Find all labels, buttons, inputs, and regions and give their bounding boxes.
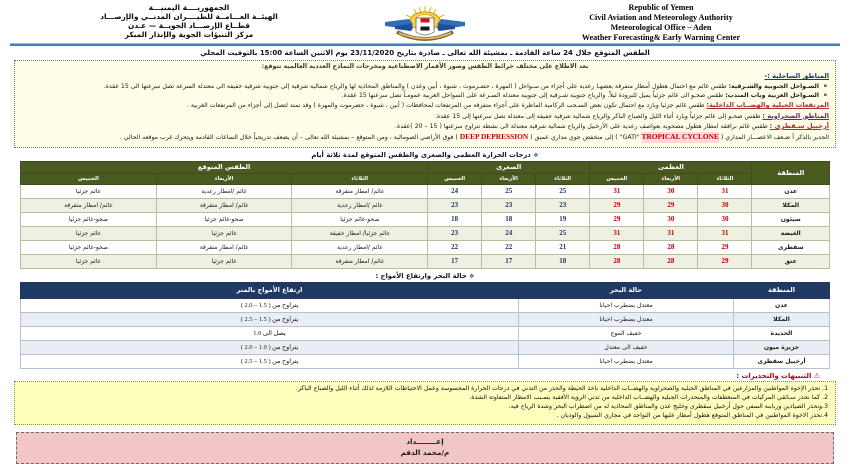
section-desert [21, 112, 829, 122]
warnings-box [14, 381, 836, 425]
cell-fc-1: صحو-غائم جزئيا [156, 212, 292, 226]
cell-fc-2: غائم/ امطار متفرقة [21, 198, 157, 212]
logo-container [382, 3, 468, 44]
table-row [21, 312, 830, 326]
table-row [21, 184, 830, 198]
section-mountains-title: المرتفعات الجبلية والهضــاب الداخلية: [706, 101, 829, 110]
cell-max-2: 28 [590, 240, 644, 254]
th-fc-day-1: الأربعاء [156, 173, 292, 184]
cell-max-1: 31 [644, 226, 698, 240]
cell-fc-2: غائم جزئيا [21, 254, 157, 268]
cell-min-2: 23 [428, 198, 482, 212]
table-row [21, 298, 830, 312]
header-arabic-line-3: قطــاع الإرصـــاد الجويــة — عـدن [128, 21, 250, 31]
cell-max-0: 29 [698, 240, 752, 254]
cell-min-2: 17 [428, 254, 482, 268]
cell-min-1: 18 [482, 212, 536, 226]
header-arabic-block [24, 3, 354, 39]
warnings-heading-text: التنبيهات والتحذيرات : [736, 371, 812, 380]
bullet-west-coast-lead: السـواحل الغربية وباب المندب: [725, 92, 819, 100]
header-english-line-4: Weather Forecasting& Early Warning Center [581, 33, 741, 43]
diamond-bullet-icon: ❖ [533, 151, 539, 159]
cell-fc-0: غائم/ امطار متفرقة [292, 184, 428, 198]
cell-max-2: 31 [590, 226, 644, 240]
th-fc-day-2: الخميس [21, 173, 157, 184]
cell-max-1: 29 [644, 198, 698, 212]
cell-fc-1: غائم /امطار رعدية [156, 184, 292, 198]
warning-item-1: 1. تحذر الإخوة المواطنين والمزارعين في المناطق الجبلية والصحراوية والهضــاب الداخلية باخذ الحيطة والحذر من التدني في درجات الحرارة المحسوسة وعمل الاحتياطات اللازمة لذلك أثناء الليل والصباح الباكر. [295, 384, 828, 392]
cell-max-0: 31 [698, 226, 752, 240]
cell-fc-1: غائم جزئيا [156, 254, 292, 268]
cell-region: الغيضة [752, 226, 830, 240]
cell-fc-2: صحو-غائم جزئيا [21, 212, 157, 226]
cell-fc-1: غائم/ امطار متفرقة [156, 240, 292, 254]
th-sea-region: المنطقة [734, 282, 830, 298]
cell-min-0: 18 [536, 254, 590, 268]
cell-max-2: 28 [590, 254, 644, 268]
section-coastal-title: المناطق الساحلية :- [764, 72, 829, 81]
cell-min-1: 17 [482, 254, 536, 268]
cell-sea-wave: يتراوح من ( 1.5 – 2.5 ) [21, 354, 519, 368]
cell-max-0: 31 [698, 184, 752, 198]
cell-max-0: 30 [698, 198, 752, 212]
sea-section-caption [0, 269, 850, 282]
cell-sea-wave: يتراوح من ( 1.5 – 2.5 ) [21, 312, 519, 326]
bullet-west-coast-text: طقس صحـو الى غائم جزئياً يميل للبرودة ليلاً. والرياح جنوبية شـرقية إلى جنوبية معتدلة السـرعة على السواحل الغربية عمومـاً تصل سرعتها 15 عقدة. [341, 92, 724, 100]
table-row [21, 198, 830, 212]
cell-max-0: 29 [698, 254, 752, 268]
cell-sea-region: جزيرة ميون [734, 340, 830, 354]
cell-region: عدن [752, 184, 830, 198]
cell-sea-region: المكلا [734, 312, 830, 326]
footer-name: م/محمد الدقم [400, 447, 450, 457]
header-english-line-1: Republic of Yemen [628, 3, 694, 12]
cell-min-1: 25 [482, 184, 536, 198]
th-fc-day-0: الثلاثاء [292, 173, 428, 184]
section-desert-text: طقس صحـو إلى غائم جزئياً وبارد أثناء الليل والصباح الباكر والرياح شمالية شرقية خفيفة إلى معتدلة تصل سرعتها إلى 15 عقدة. [435, 112, 761, 120]
sea-state-table [20, 282, 830, 369]
cama-yemen-logo-icon [383, 4, 467, 44]
section-socotra-title: أرخبيل سـقطرى : [769, 121, 829, 130]
cell-max-2: 29 [590, 198, 644, 212]
cell-min-0: 23 [536, 198, 590, 212]
sea-caption-text: حالة البحر وارتفاع الأمواج : [375, 271, 467, 280]
temperature-table-body [21, 184, 830, 268]
table-row [21, 226, 830, 240]
issue-datetime-line: الطقس المتوقع خلال 24 ساعة القادمة ـ بمشيئة الله تعالى ـ صادرة بتاريخ 23/11/2020 يوم الاثنين الساعة 15:00 بالتوقيت المحلي [200, 49, 650, 57]
cyclone-term-tropical-cyclone: TROPICAL CYCLONE [641, 132, 719, 142]
header-arabic-line-4: مركز التنبؤات الجوية والإنذار المبكر [124, 30, 254, 40]
cell-sea-wave: يتراوح من ( 1.5 – 2.0 ) [21, 298, 519, 312]
cell-fc-2: غائم جزئيا [21, 184, 157, 198]
bullet-south-east-coast-lead: السـواحل الجنوبية والشـرقية: [728, 82, 819, 90]
cell-min-1: 24 [482, 226, 536, 240]
cell-fc-0: غائم /امطار رعدية [292, 198, 428, 212]
cell-fc-2: صحو-غائم جزئيا [21, 240, 157, 254]
cell-sea-wave: يتراوح من ( 1.0 – 2.0 ) [21, 340, 519, 354]
th-max-day-0: الثلاثاء [698, 173, 752, 184]
th-group-max: العظمى [590, 161, 752, 173]
forecast-intro: بعد الاطلاع على مختلف خرائط الطقس وصور الأقمار الاصطناعية ومخرجات النماذج العددية العالمية نتوقع: [261, 63, 589, 70]
header-arabic-line-1: الجمهوريــــة اليمنيـــة [148, 3, 230, 12]
section-coastal [21, 72, 829, 82]
cell-min-1: 23 [482, 198, 536, 212]
cyclone-pre-text: الجدير بالذكر أ ضـعف الاعصـــار المداري ( [720, 134, 829, 142]
th-region: المنطقة [752, 161, 830, 184]
table-row [21, 326, 830, 340]
cell-min-2: 22 [428, 240, 482, 254]
section-desert-title: المناطق الصحراوية : [762, 111, 829, 120]
cell-max-2: 31 [590, 184, 644, 198]
cell-sea-state: معتدل يضطرب احيانا [519, 298, 734, 312]
cell-max-1: 28 [644, 254, 698, 268]
cell-fc-1: غائم جزئيا [156, 226, 292, 240]
header-english-line-2: Civil Aviation and Meteorology Authority [589, 13, 733, 23]
cell-sea-wave: يصل الى 1.0 [21, 326, 519, 340]
cell-max-1: 30 [644, 212, 698, 226]
cell-region: سقطرى [752, 240, 830, 254]
sea-table-body [21, 298, 830, 368]
th-min-day-1: الأربعاء [482, 173, 536, 184]
bullet-south-east-coast [21, 83, 829, 92]
section-mountains-text: طقس غائم جزئيا وبارد مع احتمال تكون بعض السـحب الركامية الماطرة على أجزاء متفرقة من المرتفعات لمحافظات ( أبين ، شبوة ، حضرموت والمهرة ) وقد تمتد لتصل إلى أجزاء من المرتفعات الغربية . [186, 102, 705, 110]
document-header [0, 0, 850, 42]
cell-sea-state: معتدل يضطرب احيانا [519, 312, 734, 326]
bullet-west-coast [21, 92, 829, 101]
warnings-heading [0, 369, 850, 381]
footer-label: إعــــــــداد [406, 436, 444, 446]
cyclone-post-text: ) فوق الأراضي الصومالية ، ومن المتوقع – بمشيئة الله تعالى – أن يضعف تدريجياً خلال الساعات القادمة ويتحرك غرب موقعه الحالي . [119, 134, 458, 142]
header-english-line-3: Meteorological Office – Aden [610, 23, 712, 33]
cell-max-1: 28 [644, 240, 698, 254]
th-group-forecast: الطقس المتوقع [21, 161, 428, 173]
cell-min-0: 25 [536, 226, 590, 240]
temperature-forecast-table [20, 161, 830, 269]
temperature-section-caption [0, 148, 850, 161]
cell-fc-0: غائم /امطار رعدية [292, 240, 428, 254]
cell-max-2: 29 [590, 212, 644, 226]
cyclone-term-deep-depression: DEEP DEPRESSION [459, 132, 529, 142]
table-row [21, 254, 830, 268]
cell-region: المكلا [752, 198, 830, 212]
cell-min-2: 18 [428, 212, 482, 226]
cell-sea-region: عدن [734, 298, 830, 312]
th-sea-wave: ارتفاع الأمواج بالمتر [21, 282, 519, 298]
bullet-south-east-coast-text: طقس غائم مع احتمال هطول أمطار متفرقة بعضهـا رعدية على أجزاء من سـواحل ( المهرة ، حضـرموت ، شبوة ، أبين وعدن ) والمناطق المحاذية لها والرياح شمالية شرقية إلى جنوبية شرقية خفيفة الى معتدلة السرعة تصل سرعتها الى 15 عقدة. [103, 82, 727, 90]
th-group-min: الصغرى [428, 161, 590, 173]
cell-fc-2: غائم جزئيا [21, 226, 157, 240]
cell-sea-region: أرخبيل سقطرى [734, 354, 830, 368]
cell-max-1: 30 [644, 184, 698, 198]
diamond-bullet-icon: ❖ [469, 272, 475, 280]
temperature-caption-text: درجات الحرارة العظمى والصغرى والطقس المتوقع لمدة ثلاثة أيام [311, 150, 531, 159]
forecast-body-box [14, 60, 836, 148]
section-mountains [21, 101, 829, 111]
cell-sea-state: خفيف الى معتدل [519, 340, 734, 354]
cell-min-1: 22 [482, 240, 536, 254]
table-row [21, 354, 830, 368]
cell-min-0: 21 [536, 240, 590, 254]
cell-min-2: 23 [428, 226, 482, 240]
th-max-day-1: الأربعاء [644, 173, 698, 184]
section-socotra [21, 122, 829, 132]
cell-max-0: 30 [698, 212, 752, 226]
cell-fc-0: صحو-غائم جزئيا [292, 212, 428, 226]
cell-fc-1: غائم/ امطار متفرقة [156, 198, 292, 212]
cell-sea-state: معتدل يضطرب احيانا [519, 354, 734, 368]
table-row [21, 240, 830, 254]
warning-item-3: 3.ونحذر الصيادين وربابنة السفن حول أرخبيل سقطرى وخليج عدن والمناطق المحاذية له من اضطراب البحر وشدة الرياح فيه. [508, 403, 828, 411]
preparer-footer [16, 432, 834, 464]
header-english-block [496, 3, 826, 43]
header-arabic-line-2: الهيئــة العـــامــة للطيــــران المدنــي والإرصـــاد [100, 12, 278, 22]
cell-region: عتق [752, 254, 830, 268]
warning-item-4: 4.نحذر الاخوة المواطنين في المناطق المتوقع هطول أمطار عليها من التواجد في مجاري السيول والوديان . [556, 412, 828, 420]
th-max-day-2: الخميس [590, 173, 644, 184]
section-socotra-text: طقس غائم برافقه امطار هطول مصحوبة بعواصف رعدية على الأرخبيل والرياح شمالية شرقية معتدلة الى نشطة تتراوح سرعتها ( 15 – 20 )عقدة. [395, 122, 768, 130]
th-sea-state: حالة البحر [519, 282, 734, 298]
warning-triangle-icon: ⚠ [813, 371, 820, 380]
table-row [21, 212, 830, 226]
th-min-day-0: الثلاثاء [536, 173, 590, 184]
cyclone-mid-text: "GATI" ) إلى منخفض جوي مداري عميق ( [530, 134, 640, 142]
cell-min-0: 25 [536, 184, 590, 198]
cell-sea-state: خفيف الموج [519, 326, 734, 340]
cell-fc-0: غائم/ امطار متفرقة [292, 254, 428, 268]
cell-min-0: 19 [536, 212, 590, 226]
table-row [21, 340, 830, 354]
cell-sea-region: الحديدة [734, 326, 830, 340]
cell-min-2: 24 [428, 184, 482, 198]
section-cyclone-note [21, 132, 829, 143]
cell-region: سيئون [752, 212, 830, 226]
cell-fc-0: غائم جزئيا/ امطار خفيفة [292, 226, 428, 240]
th-min-day-2: الخميس [428, 173, 482, 184]
warning-item-2: 2. كما نحذر سـائقي المركبات في المنعطفات والمنحدرات الجبلية والهضــاب الداخلية من تدني الرؤية الأفقية بسـبب الامطار المتفاوتة الشدة. [469, 393, 828, 401]
